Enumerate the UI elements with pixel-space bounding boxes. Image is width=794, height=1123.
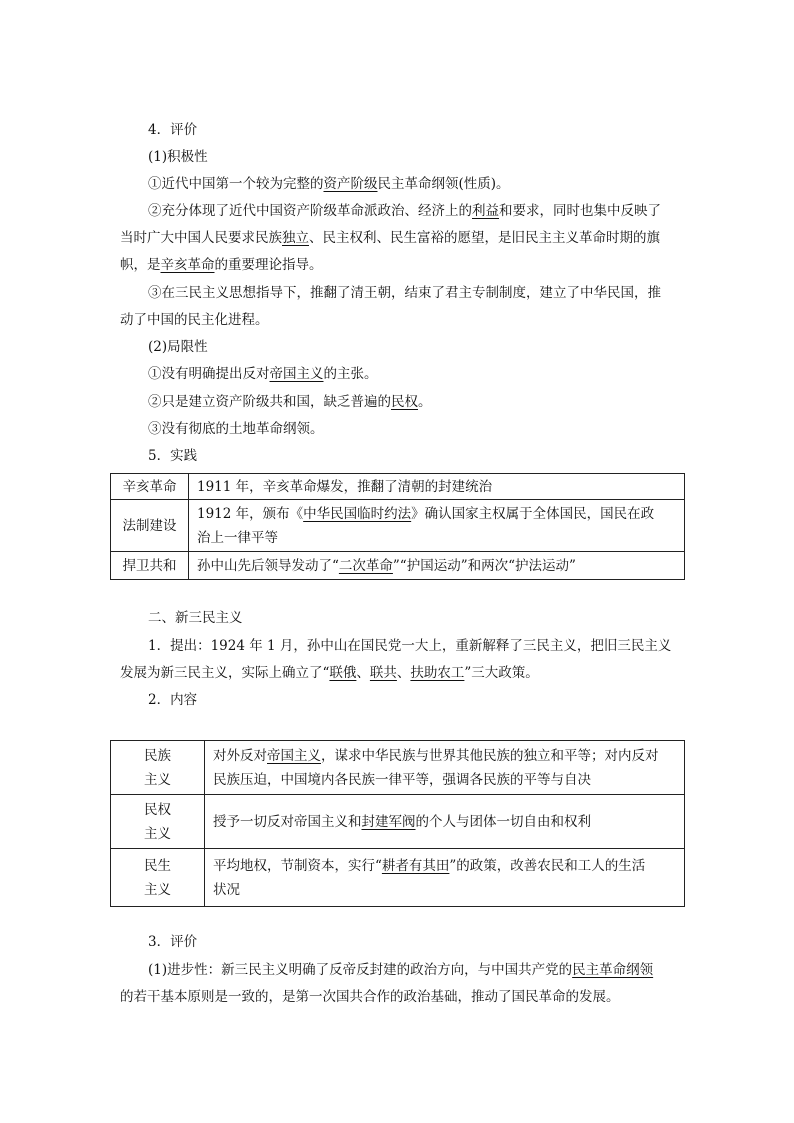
part-heading: 二、新三民主义 <box>148 610 243 626</box>
paragraph: (1)进步性：新三民主义明确了反帝反封建的政治方向，与中国共产党的民主革命纲领 <box>148 962 654 978</box>
table-row <box>111 849 685 907</box>
paragraph: ③没有彻底的土地革命纲领。 <box>148 421 324 437</box>
paragraph: ③在三民主义思想指导下，推翻了清王朝，结束了君主专制制度，建立了中华民国，推 <box>148 285 661 301</box>
section-heading: 3．评价 <box>148 934 198 950</box>
table-label: 民生 主义 <box>111 849 205 907</box>
paragraph: 当时广大中国人民要求民族独立、民主权利、民生富裕的愿望，是旧民主主义革命时期的旗 <box>120 230 660 246</box>
table-cell: 授予一切反对帝国主义和封建军阀的个人与团体一切自由和权利 <box>205 795 685 849</box>
table-cell: 1912 年，颁布《中华民国临时约法》确认国家主权属于全体国民，国民在政 治上一律平等 <box>189 500 685 552</box>
table-row <box>111 795 685 849</box>
table-row <box>111 741 685 795</box>
subheading-limitation: (2)局限性 <box>148 339 208 355</box>
table-cell: 1911 年，辛亥革命爆发，推翻了清朝的封建统治 <box>189 474 685 500</box>
content-table <box>110 740 685 907</box>
paragraph: 1．提出：1924 年 1 月，孙中山在国民党一大上，重新解释了三民主义，把旧三民主义 <box>148 638 672 654</box>
section-heading: 4．评价 <box>148 122 198 138</box>
paragraph: ①没有明确提出反对帝国主义的主张。 <box>148 366 378 382</box>
table-label: 民族 主义 <box>111 741 205 795</box>
table-row <box>111 474 685 500</box>
table-row <box>111 500 685 552</box>
section-heading: 2．内容 <box>148 692 198 708</box>
table-cell: 对外反对帝国主义，谋求中华民族与世界其他民族的独立和平等；对内反对 民族压迫，中国境内各民族一律平等，强调各民族的平等与自决 <box>205 741 685 795</box>
paragraph: 动了中国的民主化进程。 <box>120 312 269 328</box>
table-cell: 孙中山先后领导发动了“二次革命”“护国运动”和两次“护法运动” <box>189 552 685 580</box>
practice-table <box>110 473 685 580</box>
table-cell: 平均地权，节制资本，实行“耕者有其田”的政策，改善农民和工人的生活 状况 <box>205 849 685 907</box>
paragraph: 发展为新三民主义，实际上确立了“联俄、联共、扶助农工”三大政策。 <box>120 665 539 681</box>
paragraph: 的若干基本原则是一致的，是第一次国共合作的政治基础，推动了国民革命的发展。 <box>120 989 620 1005</box>
section-heading: 5．实践 <box>148 448 198 464</box>
paragraph: 帜，是辛亥革命的重要理论指导。 <box>120 257 323 273</box>
table-label: 捍卫共和 <box>111 552 189 580</box>
paragraph: ②只是建立资产阶级共和国，缺乏普遍的民权。 <box>148 394 432 410</box>
paragraph: ①近代中国第一个较为完整的资产阶级民主革命纲领(性质)。 <box>148 176 510 192</box>
table-label: 法制建设 <box>111 500 189 552</box>
table-label: 民权 主义 <box>111 795 205 849</box>
table-row <box>111 552 685 580</box>
paragraph: ②充分体现了近代中国资产阶级革命派政治、经济上的利益和要求，同时也集中反映了 <box>148 203 661 219</box>
subheading-positive: (1)积极性 <box>148 149 208 165</box>
table-label: 辛亥革命 <box>111 474 189 500</box>
